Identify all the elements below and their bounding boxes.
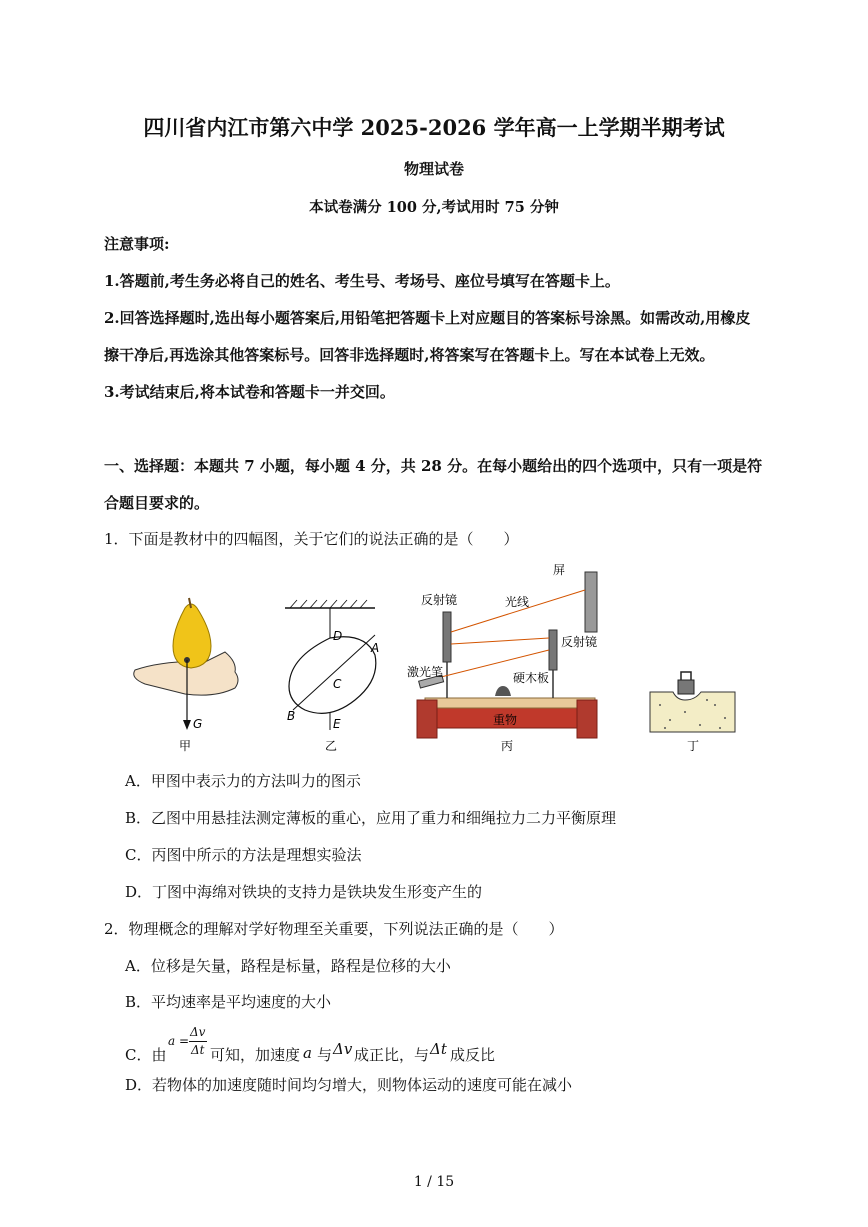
option-c-text-4: 成反比 <box>450 1046 496 1064</box>
label-weight: 重物 <box>493 713 518 727</box>
figure-ding <box>650 672 735 753</box>
exam-title: 四川省内江市第六中学 2025-2026 学年高一上学期半期考试 <box>143 115 725 140</box>
label-mirror2: 反射镜 <box>561 635 598 649</box>
formula-lhs: a = <box>168 1034 190 1048</box>
question-2-option-d: D．若物体的加速度随时间均匀增大，则物体运动的速度可能在减小 <box>125 1076 573 1094</box>
label-D: D <box>333 629 343 643</box>
section-heading: 一、选择题：本题共 7 小题，每小题 4 分，共 28 分。在每小题给出的四个选项中，只有一项是符 <box>104 457 763 475</box>
notice-heading: 注意事项: <box>104 235 170 253</box>
question-1-option-b: B．乙图中用悬挂法测定薄板的重心，应用了重力和细绳拉力二力平衡原理 <box>125 809 617 827</box>
question-2-stem: 2．物理概念的理解对学好物理至关重要，下列说法正确的是（ ） <box>104 920 564 938</box>
label-E: E <box>333 717 341 731</box>
question-1-figure <box>125 560 745 755</box>
label-yi: 乙 <box>325 739 338 753</box>
label-laser: 激光笔 <box>407 665 444 679</box>
label-jia: 甲 <box>179 739 192 753</box>
figure-jia <box>134 598 238 753</box>
page-number: 1 / 15 <box>413 1174 455 1190</box>
option-c-text-2: 与 <box>317 1046 333 1064</box>
formula-denominator: Δt <box>191 1043 205 1057</box>
label-board: 硬木板 <box>513 671 550 685</box>
question-1-stem: 1．下面是教材中的四幅图，关于它们的说法正确的是（ ） <box>104 530 519 548</box>
notice-item-2-cont: 擦干净后,再选涂其他答案标号。回答非选择题时,将答案写在答题卡上。写在本试卷上无效。 <box>104 346 715 364</box>
label-A: A <box>371 641 380 655</box>
label-ding: 丁 <box>687 739 700 753</box>
option-c-a: a <box>303 1044 312 1062</box>
label-G: G <box>193 717 203 731</box>
notice-item-2: 2.回答选择题时,选出每小题答案后,用铅笔把答题卡上对应题目的答案标号涂黑。如需改动,用橡皮 <box>104 309 751 327</box>
formula-numerator: Δv <box>190 1025 206 1039</box>
figure-yi <box>285 600 379 753</box>
label-bing: 丙 <box>501 739 514 753</box>
notice-item-3: 3.考试结束后,将本试卷和答题卡一并交回。 <box>104 383 395 401</box>
question-1-option-d: D．丁图中海绵对铁块的支持力是铁块发生形变产生的 <box>125 883 483 901</box>
figure-bing <box>407 563 597 753</box>
option-c-dt: Δt <box>430 1040 447 1058</box>
question-2-option-a: A．位移是矢量，路程是标量，路程是位移的大小 <box>125 957 451 975</box>
label-light: 光线 <box>505 595 530 609</box>
question-2-option-b: B．平均速率是平均速度的大小 <box>125 993 332 1011</box>
label-mirror1: 反射镜 <box>421 593 458 607</box>
label-C: C <box>333 677 342 691</box>
notice-item-1: 1.答题前,考生务必将自己的姓名、考生号、考场号、座位号填写在答题卡上。 <box>104 272 620 290</box>
exam-subject: 物理试卷 <box>403 160 464 178</box>
option-c-text-1: 可知，加速度 <box>210 1046 301 1064</box>
section-heading-cont: 合题目要求的。 <box>104 494 210 512</box>
option-c-text-3: 成正比，与 <box>354 1046 430 1064</box>
option-c-prefix: C．由 <box>125 1046 167 1064</box>
label-B: B <box>287 709 296 723</box>
label-screen: 屏 <box>553 563 566 577</box>
question-1-option-c: C．丙图中所示的方法是理想实验法 <box>125 846 362 864</box>
question-1-option-a: A．甲图中表示力的方法叫力的图示 <box>125 772 361 790</box>
option-c-dv: Δv <box>333 1040 353 1058</box>
score-info: 本试卷满分 100 分,考试用时 75 分钟 <box>309 199 559 216</box>
fraction-bar <box>189 1041 207 1042</box>
